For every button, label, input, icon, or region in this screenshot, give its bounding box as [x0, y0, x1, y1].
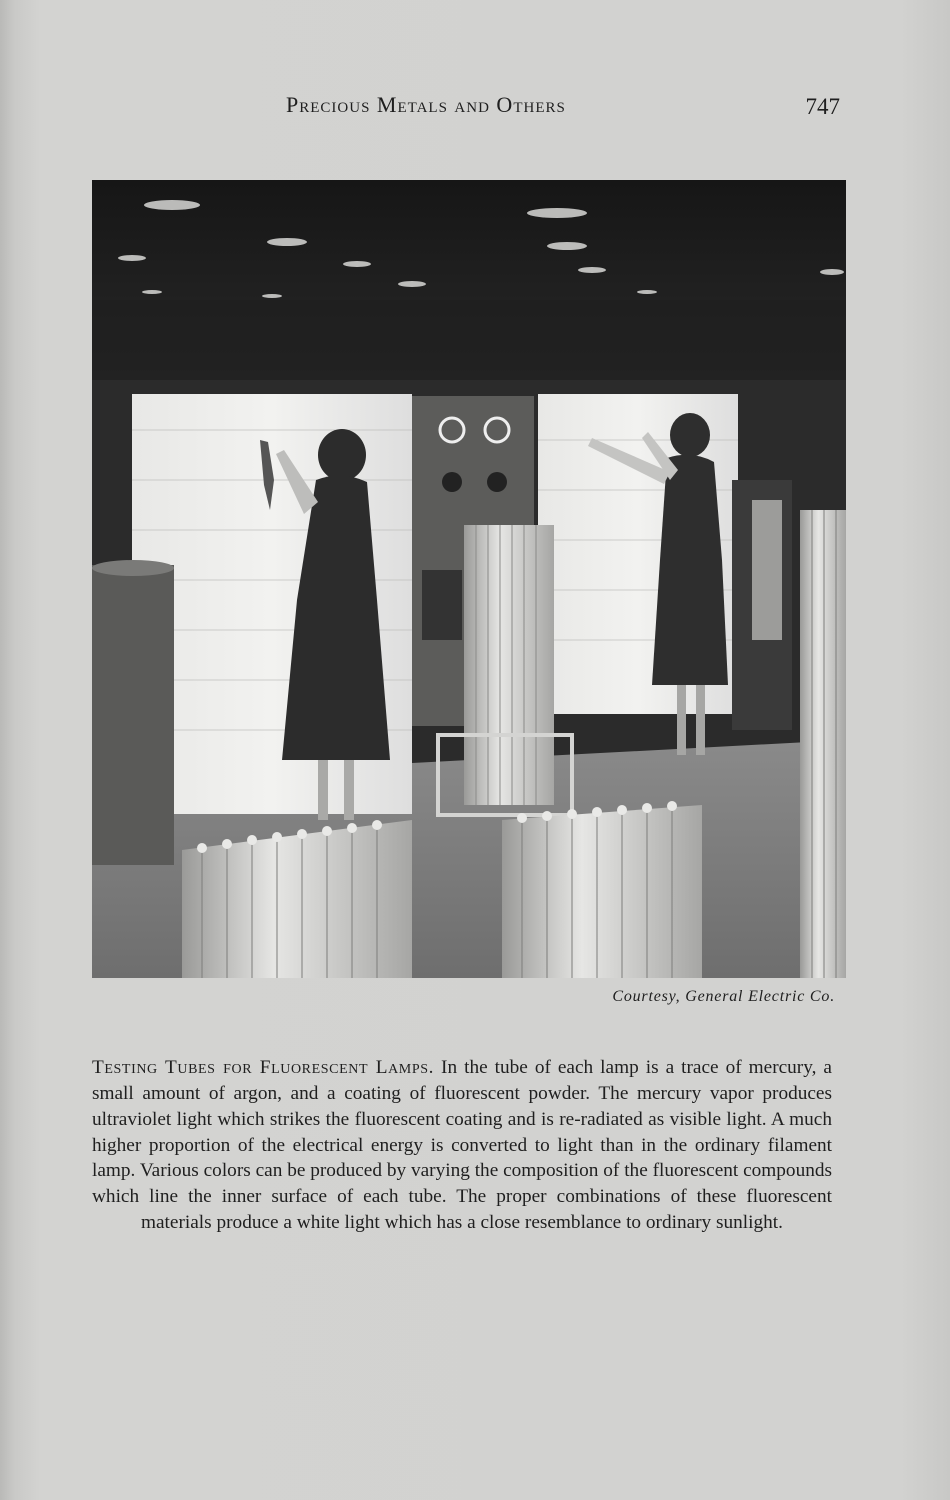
running-title: Precious Metals and Others	[286, 92, 566, 117]
caption-heading: Testing Tubes for Fluorescent Lamps.	[92, 1057, 435, 1079]
page-number: 747	[805, 94, 840, 119]
caption-body: In the tube of each lamp is a trace of mercury, a small amount of argon, and a coating of fluorescent powder. The mercury vapor produces ultraviolet light which strikes the fluorescent coating and is re-radiated as visible light. A much higher proportion of the electrical energy is converted to light than in the ordinary filament lamp. Various colors can be produced by varying the composition of the fluorescent compounds which line the inner surface of each tube. The proper combinations of these fluorescent materials produce a white light which has a close resemblance to ordinary sunlight.	[92, 1057, 832, 1234]
photo-credit: Courtesy, General Electric Co.	[612, 988, 835, 1005]
photograph	[92, 180, 846, 978]
photograph-illustration	[92, 180, 846, 978]
running-head	[286, 92, 840, 126]
figure-caption	[92, 1055, 832, 1236]
